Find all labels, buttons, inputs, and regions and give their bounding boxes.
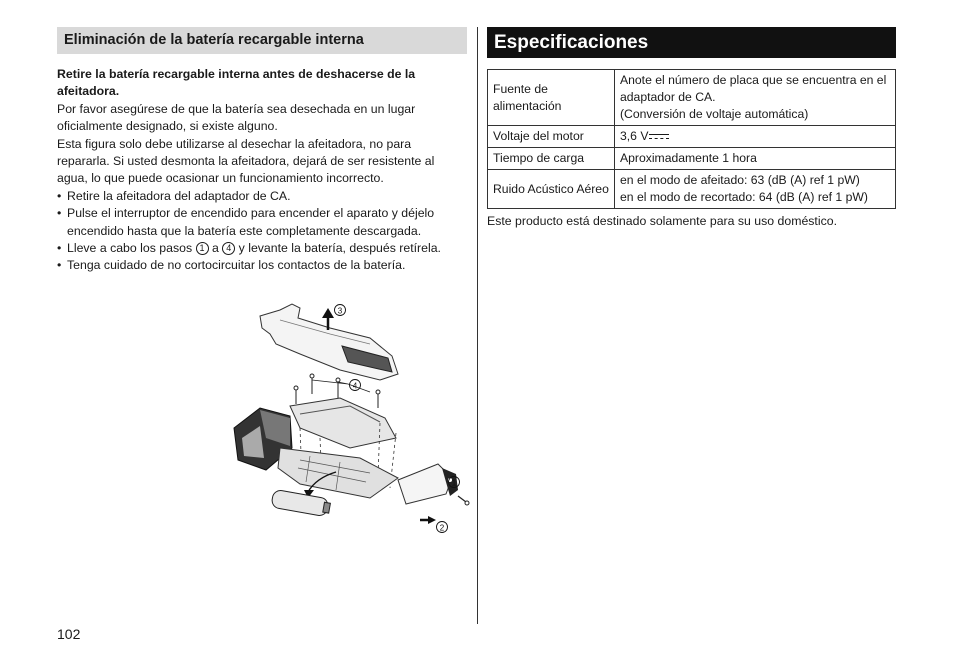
section-body bbox=[57, 66, 467, 275]
step-label-3: 3 bbox=[337, 306, 343, 316]
table-row bbox=[488, 70, 896, 126]
list-item: • Lleve a cabo los pasos 1 a 4 y levante la batería, después retírela. bbox=[57, 240, 467, 257]
section-heading: Eliminación de la batería recargable interna bbox=[57, 27, 467, 54]
table-row bbox=[488, 148, 896, 170]
steps-list bbox=[57, 188, 467, 275]
step-label-4: 4 bbox=[352, 381, 358, 391]
row-value: Aproximadamente 1 hora bbox=[615, 148, 896, 170]
list-item: • Tenga cuidado de no cortocircuitar los contactos de la batería. bbox=[57, 257, 467, 274]
specifications-table bbox=[487, 69, 896, 209]
step-label-2: 2 bbox=[439, 523, 445, 533]
row-value: en el modo de afeitado: 63 (dB (A) ref 1 pW) en el modo de recortado: 64 (dB (A) ref 1 pW) bbox=[615, 170, 896, 209]
column-divider bbox=[477, 27, 478, 624]
lead-paragraph: Retire la batería recargable interna antes de deshacerse de la afeitadora. bbox=[57, 67, 416, 99]
row-label: Ruido Acústico Aéreo bbox=[488, 170, 615, 209]
disassembly-illustration bbox=[220, 298, 480, 538]
row-label: Fuente de alimentación bbox=[488, 70, 615, 126]
step-label-1: 1 bbox=[451, 478, 457, 488]
usage-note: Este producto está destinado solamente para su uso doméstico. bbox=[487, 214, 837, 228]
specifications-section bbox=[487, 27, 896, 228]
paragraph-disposal: Por favor asegúrese de que la batería sea desechada en un lugar oficialmente designado, si existe alguno. bbox=[57, 101, 416, 134]
page-number: 102 bbox=[57, 626, 81, 642]
step-number-1: 1 bbox=[196, 242, 209, 255]
step-number-4: 4 bbox=[222, 242, 235, 255]
dc-symbol-icon bbox=[649, 133, 669, 141]
row-value: 3,6 V bbox=[615, 126, 896, 148]
row-label: Voltaje del motor bbox=[488, 126, 615, 148]
row-value: Anote el número de placa que se encuentra en el adaptador de CA. (Conversión de voltaje automática) bbox=[615, 70, 896, 126]
table-row bbox=[488, 126, 896, 148]
battery-removal-section bbox=[57, 27, 467, 275]
paragraph-warning: Esta figura solo debe utilizarse al desechar la afeitadora, no para repararla. Si usted desmonta la afeitadora, dejará de ser resistente al agua, lo que puede ocasionar un funcionamiento incorrecto. bbox=[57, 136, 435, 186]
list-item: • Pulse el interruptor de encendido para encender el aparato y déjelo encendido hasta que la batería este completamente descargada. bbox=[57, 205, 467, 240]
list-item: • Retire la afeitadora del adaptador de CA. bbox=[57, 188, 467, 205]
row-label: Tiempo de carga bbox=[488, 148, 615, 170]
specifications-heading: Especificaciones bbox=[487, 27, 896, 58]
table-row bbox=[488, 170, 896, 209]
